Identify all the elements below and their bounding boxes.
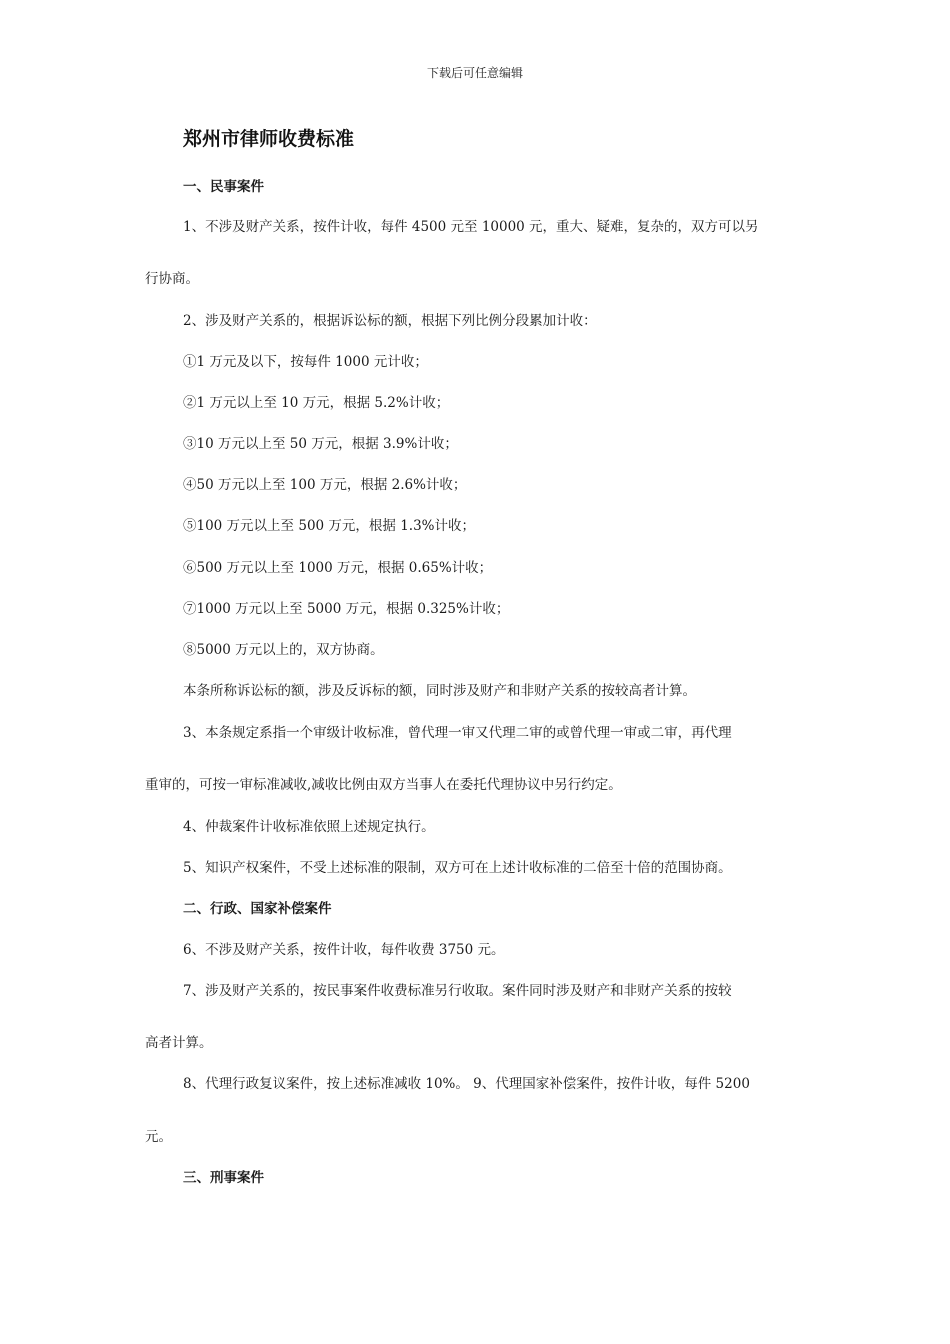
paragraph-line: 6、不涉及财产关系，按件计收，每件收费 3750 元。 (183, 942, 505, 958)
paragraph-line: 4、仲裁案件计收标准依照上述规定执行。 (183, 819, 435, 835)
section-heading-civil: 一、民事案件 (183, 179, 264, 195)
list-item: ①1 万元及以下，按每件 1000 元计收； (183, 354, 428, 370)
list-item: ④50 万元以上至 100 万元，根据 2.6%计收； (183, 477, 467, 493)
list-item: ⑥500 万元以上至 1000 万元，根据 0.65%计收； (183, 560, 493, 576)
page-header-note: 下载后可任意编辑 (426, 66, 523, 80)
list-item: ③10 万元以上至 50 万元，根据 3.9%计收； (183, 436, 458, 452)
list-item: ⑤100 万元以上至 500 万元，根据 1.3%计收； (183, 518, 475, 534)
paragraph-line: 本条所称诉讼标的额，涉及反诉标的额，同时涉及财产和非财产关系的按较高者计算。 (183, 683, 696, 699)
paragraph-line: 2、涉及财产关系的，根据诉讼标的额，根据下列比例分段累加计收： (183, 313, 597, 329)
paragraph-line: 3、本条规定系指一个审级计收标准，曾代理一审又代理二审的或曾代理一审或二审，再代理 (183, 725, 732, 741)
paragraph-line: 重审的，可按一审标准减收,减收比例由双方当事人在委托代理协议中另行约定。 (145, 777, 622, 793)
section-heading-administrative: 二、行政、国家补偿案件 (183, 901, 332, 917)
section-heading-criminal: 三、刑事案件 (183, 1170, 264, 1186)
document-title: 郑州市律师收费标准 (183, 128, 355, 150)
paragraph-line: 8、代理行政复议案件，按上述标准减收 10%。 9、代理国家补偿案件，按件计收，每件 5200 (183, 1076, 750, 1092)
paragraph-line: 1、不涉及财产关系，按件计收，每件 4500 元至 10000 元，重大、疑难，复杂的，双方可以另 (183, 219, 759, 235)
paragraph-line: 行协商。 (145, 271, 199, 287)
list-item: ②1 万元以上至 10 万元，根据 5.2%计收； (183, 395, 450, 411)
paragraph-line: 高者计算。 (145, 1035, 213, 1051)
list-item: ⑧5000 万元以上的，双方协商。 (183, 642, 384, 658)
paragraph-line: 7、涉及财产关系的，按民事案件收费标准另行收取。案件同时涉及财产和非财产关系的按较 (183, 983, 732, 999)
list-item: ⑦1000 万元以上至 5000 万元，根据 0.325%计收； (183, 601, 510, 617)
paragraph-line: 元。 (145, 1129, 172, 1145)
paragraph-line: 5、知识产权案件，不受上述标准的限制，双方可在上述计收标准的二倍至十倍的范围协商。 (183, 860, 732, 876)
